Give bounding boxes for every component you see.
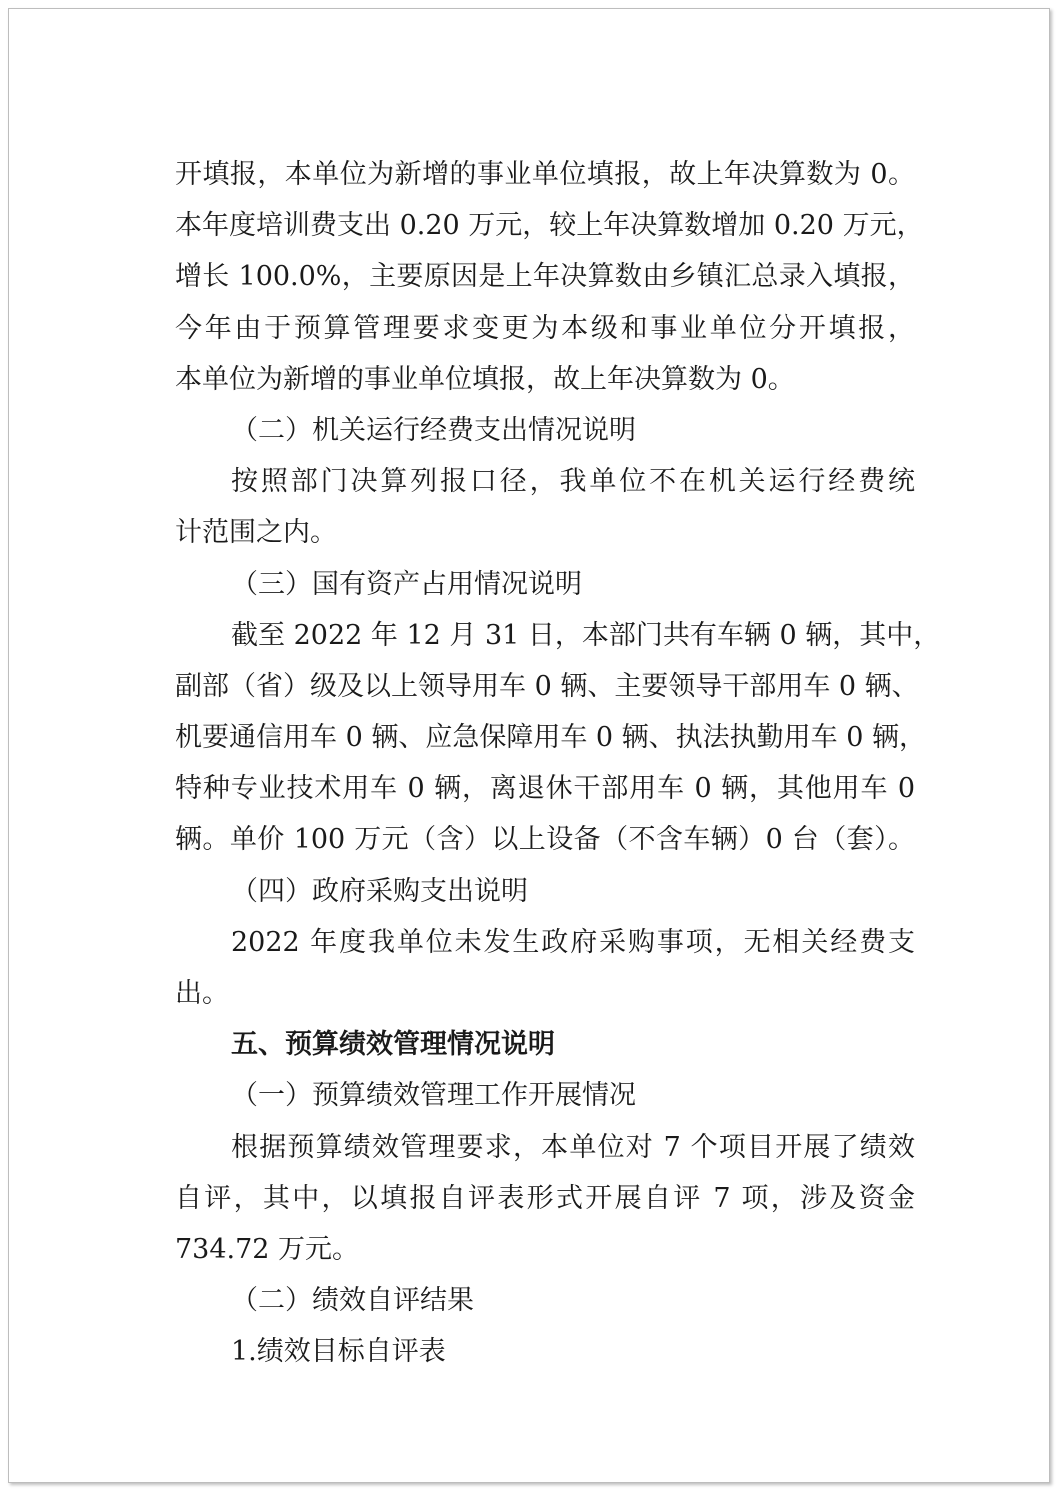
paragraph-line: 本单位为新增的事业单位填报，故上年决算数为 0。 — [175, 363, 795, 395]
section-heading: （四）政府采购支出说明 — [231, 875, 528, 907]
section-heading: （一）预算绩效管理工作开展情况 — [231, 1080, 636, 1112]
paragraph-line: 734.72 万元。 — [175, 1233, 360, 1265]
paragraph-line: 辆。单价 100 万元（含）以上设备（不含车辆）0 台（套）。 — [175, 824, 915, 856]
paragraph-line: 增长 100.0%，主要原因是上年决算数由乡镇汇总录入填报， — [175, 261, 915, 293]
paragraph-line: 今年由于预算管理要求变更为本级和事业单位分开填报， — [175, 312, 915, 344]
subsection-heading: 1.绩效目标自评表 — [231, 1336, 446, 1368]
section-heading: （二）绩效自评结果 — [231, 1285, 474, 1317]
chapter-heading: 五、预算绩效管理情况说明 — [231, 1029, 555, 1061]
paragraph-line: 计范围之内。 — [175, 517, 337, 549]
paragraph-line: 自评，其中，以填报自评表形式开展自评 7 项，涉及资金 — [175, 1182, 915, 1214]
paragraph-line: 本年度培训费支出 0.20 万元，较上年决算数增加 0.20 万元， — [175, 210, 924, 242]
document-page — [8, 8, 1050, 1483]
paragraph-line: 特种专业技术用车 0 辆，离退休干部用车 0 辆，其他用车 0 — [175, 773, 915, 805]
paragraph-line: 根据预算绩效管理要求，本单位对 7 个项目开展了绩效 — [231, 1131, 915, 1163]
paragraph-line: 机要通信用车 0 辆、应急保障用车 0 辆、执法执勤用车 0 辆， — [175, 722, 927, 754]
section-heading: （三）国有资产占用情况说明 — [231, 568, 582, 600]
section-heading: （二）机关运行经费支出情况说明 — [231, 414, 636, 446]
paragraph-line: 副部（省）级及以上领导用车 0 辆、主要领导干部用车 0 辆、 — [175, 670, 919, 702]
paragraph-line: 出。 — [175, 978, 229, 1009]
paragraph-line: 开填报，本单位为新增的事业单位填报，故上年决算数为 0。 — [175, 159, 915, 190]
paragraph-line: 截至 2022 年 12 月 31 日，本部门共有车辆 0 辆，其中， — [231, 619, 941, 651]
page-body — [175, 149, 941, 1378]
paragraph-line: 按照部门决算列报口径，我单位不在机关运行经费统 — [231, 466, 915, 498]
paragraph-line: 2022 年度我单位未发生政府采购事项，无相关经费支 — [231, 926, 915, 958]
